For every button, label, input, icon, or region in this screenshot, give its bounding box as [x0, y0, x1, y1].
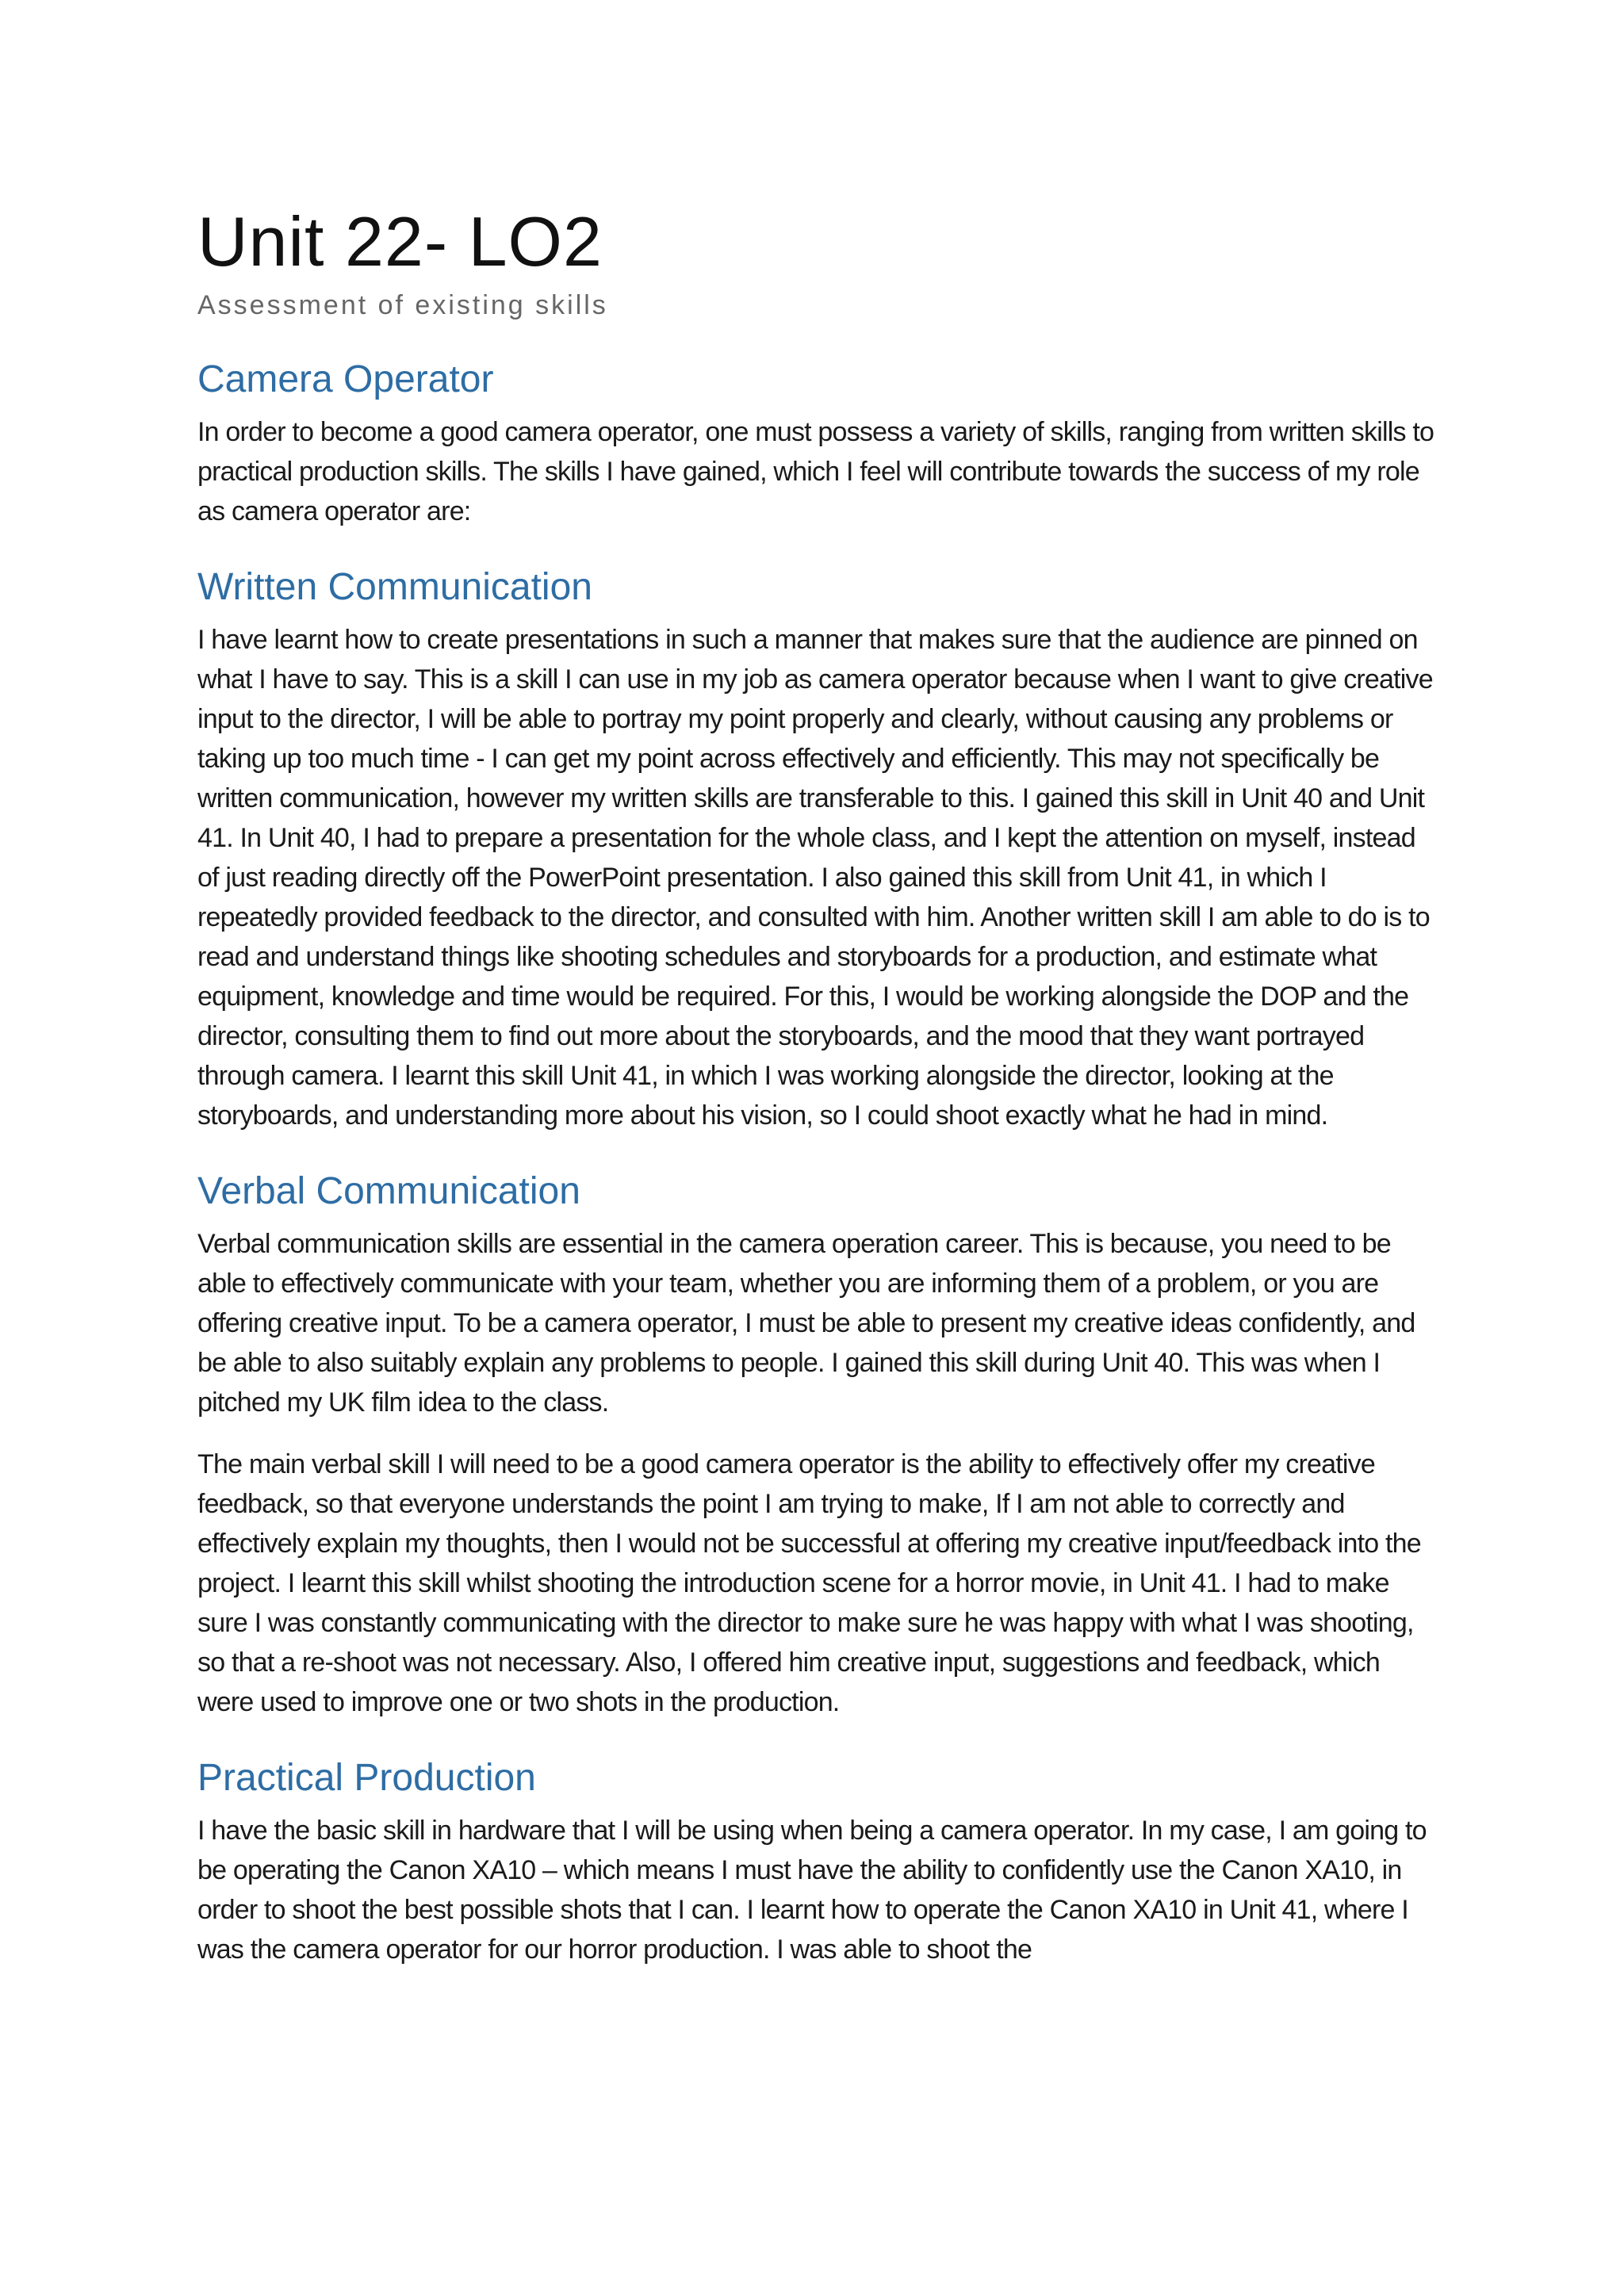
paragraph: In order to become a good camera operator, one must possess a variety of skills, ranging from written skills to practical production skills. The skills I have gained, which I feel will contribute towards the success of my role as camera operator are: — [197, 417, 1434, 526]
section-heading: Camera Operator — [197, 358, 494, 400]
section-heading: Written Communication — [197, 566, 592, 608]
paragraph: Verbal communication skills are essential in the camera operation career. This is because, you need to be able to effectively communicate with your team, whether you are informing them of a problem, or you are offering creative input. To be a camera operator, I must be able to present my creative ideas confidently, and be able to also suitably explain any problems to people. I gained this skill during Unit 40. This was when I pitched my UK film idea to the class. — [197, 1229, 1415, 1418]
section-heading: Verbal Communication — [197, 1170, 580, 1212]
paragraph: The main verbal skill I will need to be a good camera operator is the ability to effectively offer my creative feedback, so that everyone understands the point I am trying to make, If I am not able to correctly and effectively explain my thoughts, then I would not be successful at offering my creative input/feedback into the project. I learnt this skill whilst shooting the introduction scene for a horror movie, in Unit 41. I had to make sure I was constantly communicating with the director to make sure he was happy with what I was shooting, so that a re-shoot was not necessary. Also, I offered him creative input, suggestions and feedback, which were used to improve one or two shots in the production. — [197, 1449, 1421, 1717]
section-verbal-communication — [197, 1167, 1434, 1722]
section-written-communication — [197, 563, 1434, 1135]
section-practical-production — [197, 1754, 1434, 1969]
document-title: Unit 22- LO2 — [197, 202, 603, 281]
document-page — [197, 198, 1434, 2001]
paragraph: I have learnt how to create presentations in such a manner that makes sure that the audience are pinned on what I have to say. This is a skill I can use in my job as camera operator because when I want to give creative input to the director, I will be able to portray my point properly and clearly, without causing any problems or taking up too much time - I can get my point across effectively and efficiently. This may not specifically be written communication, however my written skills are transferable to this. I gained this skill in Unit 40 and Unit 41. In Unit 40, I had to prepare a presentation for the whole class, and I kept the attention on myself, instead of just reading directly off the PowerPoint presentation. I also gained this skill from Unit 41, in which I repeatedly provided feedback to the director, and consulted with him. Another written skill I am able to do is to read and understand things like shooting schedules and storyboards for a production, and estimate what equipment, knowledge and time would be required. For this, I would be working alongside the DOP and the director, consulting them to find out more about the storyboards, and the mood that they want portrayed through camera. I learnt this skill Unit 41, in which I was working alongside the director, looking at the storyboards, and understanding more about his vision, so I could shoot exactly what he had in mind. — [197, 625, 1433, 1131]
paragraph: I have the basic skill in hardware that I will be using when being a camera operator. In my case, I am going to be operating the Canon XA10 – which means I must have the ability to confidently use the Canon XA10, in order to shoot the best possible shots that I can. I learnt how to operate the Canon XA10 in Unit 41, where I was the camera operator for our horror production. I was able to shoot the — [197, 1816, 1427, 1965]
document-subtitle: Assessment of existing skills — [197, 290, 608, 320]
section-camera-operator — [197, 355, 1434, 531]
section-heading: Practical Production — [197, 1757, 536, 1799]
